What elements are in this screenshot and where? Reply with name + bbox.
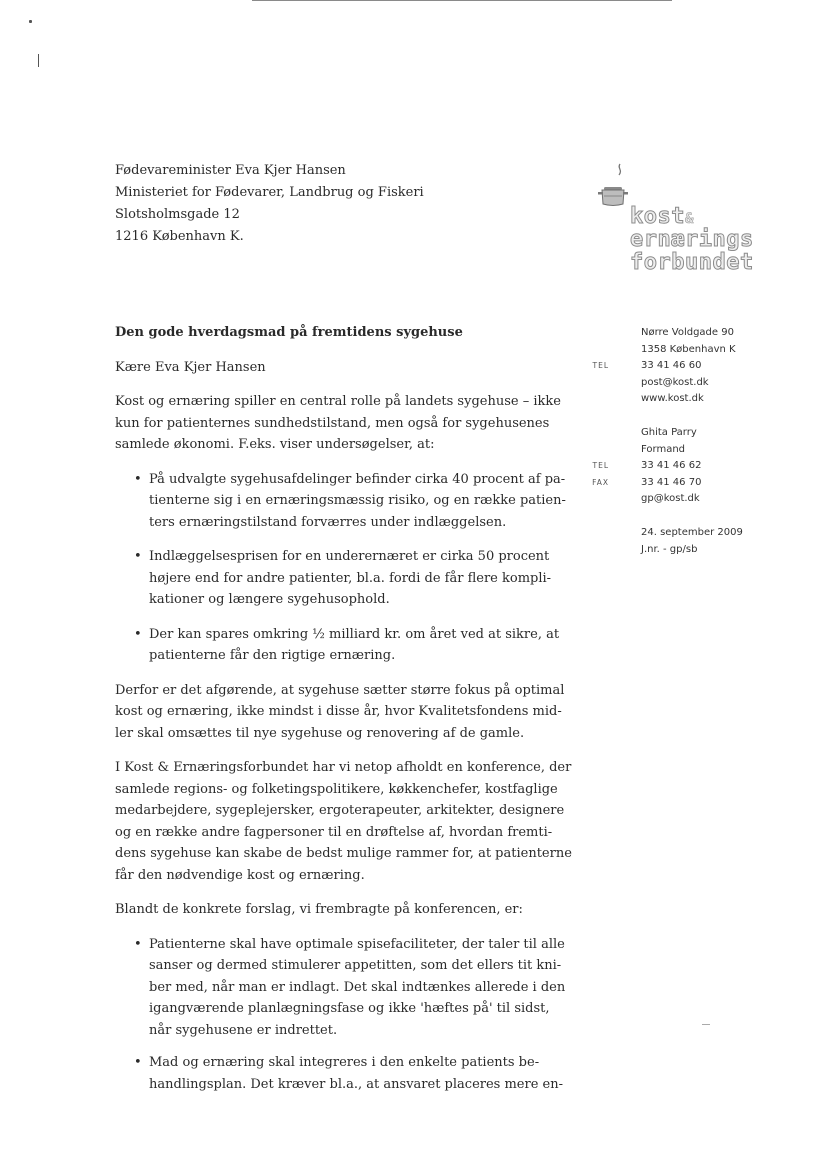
cooking-pot-icon — [596, 162, 630, 208]
intro-paragraph: Kost og ernæring spiller en central rolle på landets sygehuse – ikke kun for patienternes sundhedstilstand, men også for sygehusenes samlede økonomi. F.eks. viser undersøgelser, at: — [115, 394, 561, 452]
logo — [596, 162, 776, 277]
proposals-list — [115, 934, 566, 1096]
fax-label: FAX — [592, 477, 609, 487]
paragraph: Derfor er det afgørende, at sygehuse sætter større fokus på optimal kost og ernæring, ikke mindst i disse år, hvor Kvalitetsfondens mid- ler skal omsættes til nye sygehuse og renovering af de gamle. — [115, 682, 565, 741]
margin-mark — [702, 1024, 710, 1025]
journal-number: J.nr. - gp/sb — [641, 543, 698, 555]
contact-name: Ghita Parry — [641, 427, 697, 438]
sender-street: Nørre Voldgade 90 — [641, 327, 734, 338]
list-item: • Patienterne skal have optimale spisefaciliteter, der taler til alle sanser og dermed stimulerer appetitten, som det ellers tit kni- ber med, når man er indlagt. Det skal indtænkes allerede i den igangværende planlægningsfase og ikke 'hæftes på' til sidst, når sygehusene er indrettet. — [115, 934, 555, 1042]
paragraph: Blandt de konkrete forslag, vi frembragte på konferencen, er: — [115, 902, 523, 917]
contact-email: gp@kost.dk — [641, 493, 700, 504]
letter-date: 24. september 2009 — [641, 527, 743, 538]
contact-tel: 33 41 46 62 — [641, 460, 702, 471]
logo-line-kost: kost& — [630, 204, 694, 229]
scan-mark — [29, 20, 32, 23]
logo-line-forbundet: forbundet — [630, 250, 754, 275]
list-item: • På udvalgte sygehusafdelinger befinder cirka 40 procent af pa- tienterne sig i en ernæringsmæssig risiko, og en række patien- ters ernæringstilstand forværres under indlæggelsen. — [115, 469, 555, 534]
findings-list — [115, 469, 566, 667]
logo-line-ernaerings: ernærings — [630, 227, 754, 252]
contact-title: Formand — [641, 443, 686, 455]
list-item: • Indlæggelsesprisen for en underernæret er cirka 50 procent højere end for andre patienter, bl.a. fordi de får flere kompli- kationer og længere sygehusophold. — [115, 546, 555, 611]
sender-web: www.kost.dk — [641, 393, 704, 404]
list-item: • Der kan spares omkring ½ milliard kr. om året ved at sikre, at patienterne får den rigtige ernæring. — [115, 624, 555, 667]
recipient-line: 1216 København K. — [115, 229, 244, 244]
tel-label: TEL — [592, 461, 609, 470]
list-item: • Mad og ernæring skal integreres i den enkelte patients be- handlingsplan. Det kræver bl.a., at ansvaret placeres mere en- — [115, 1052, 555, 1095]
sender-email: post@kost.dk — [641, 376, 709, 388]
recipient-line: Slotsholmsgade 12 — [115, 207, 240, 222]
scan-mark — [38, 54, 39, 67]
sender-city: 1358 København K — [641, 343, 736, 355]
tel-label: TEL — [592, 361, 609, 370]
letter-subject: Den gode hverdagsmad på fremtidens sygehuse — [115, 325, 463, 340]
top-rule — [252, 0, 672, 1]
sender-tel: 33 41 46 60 — [641, 360, 702, 371]
paragraph: I Kost & Ernæringsforbundet har vi netop afholdt en konference, der samlede regions- og folketingspolitikere, køkkenchefer, kostfaglige medarbejdere, sygeplejersker, ergoterapeuter, arkitekter, designere og en række andre fagpersoner til en drøftelse af, hvordan fremti- dens sygehuse kan skabe de bedst mulige rammer for, at patienterne får den nødvendige kost og ernæring. — [115, 760, 572, 883]
contact-fax: 33 41 46 70 — [641, 476, 702, 488]
letter-body — [115, 322, 572, 1108]
recipient-line: Fødevareminister Eva Kjer Hansen — [115, 163, 346, 178]
recipient-line: Ministeriet for Fødevarer, Landbrug og Fiskeri — [115, 185, 424, 200]
salutation: Kære Eva Kjer Hansen — [115, 359, 266, 375]
recipient-address — [115, 160, 424, 248]
